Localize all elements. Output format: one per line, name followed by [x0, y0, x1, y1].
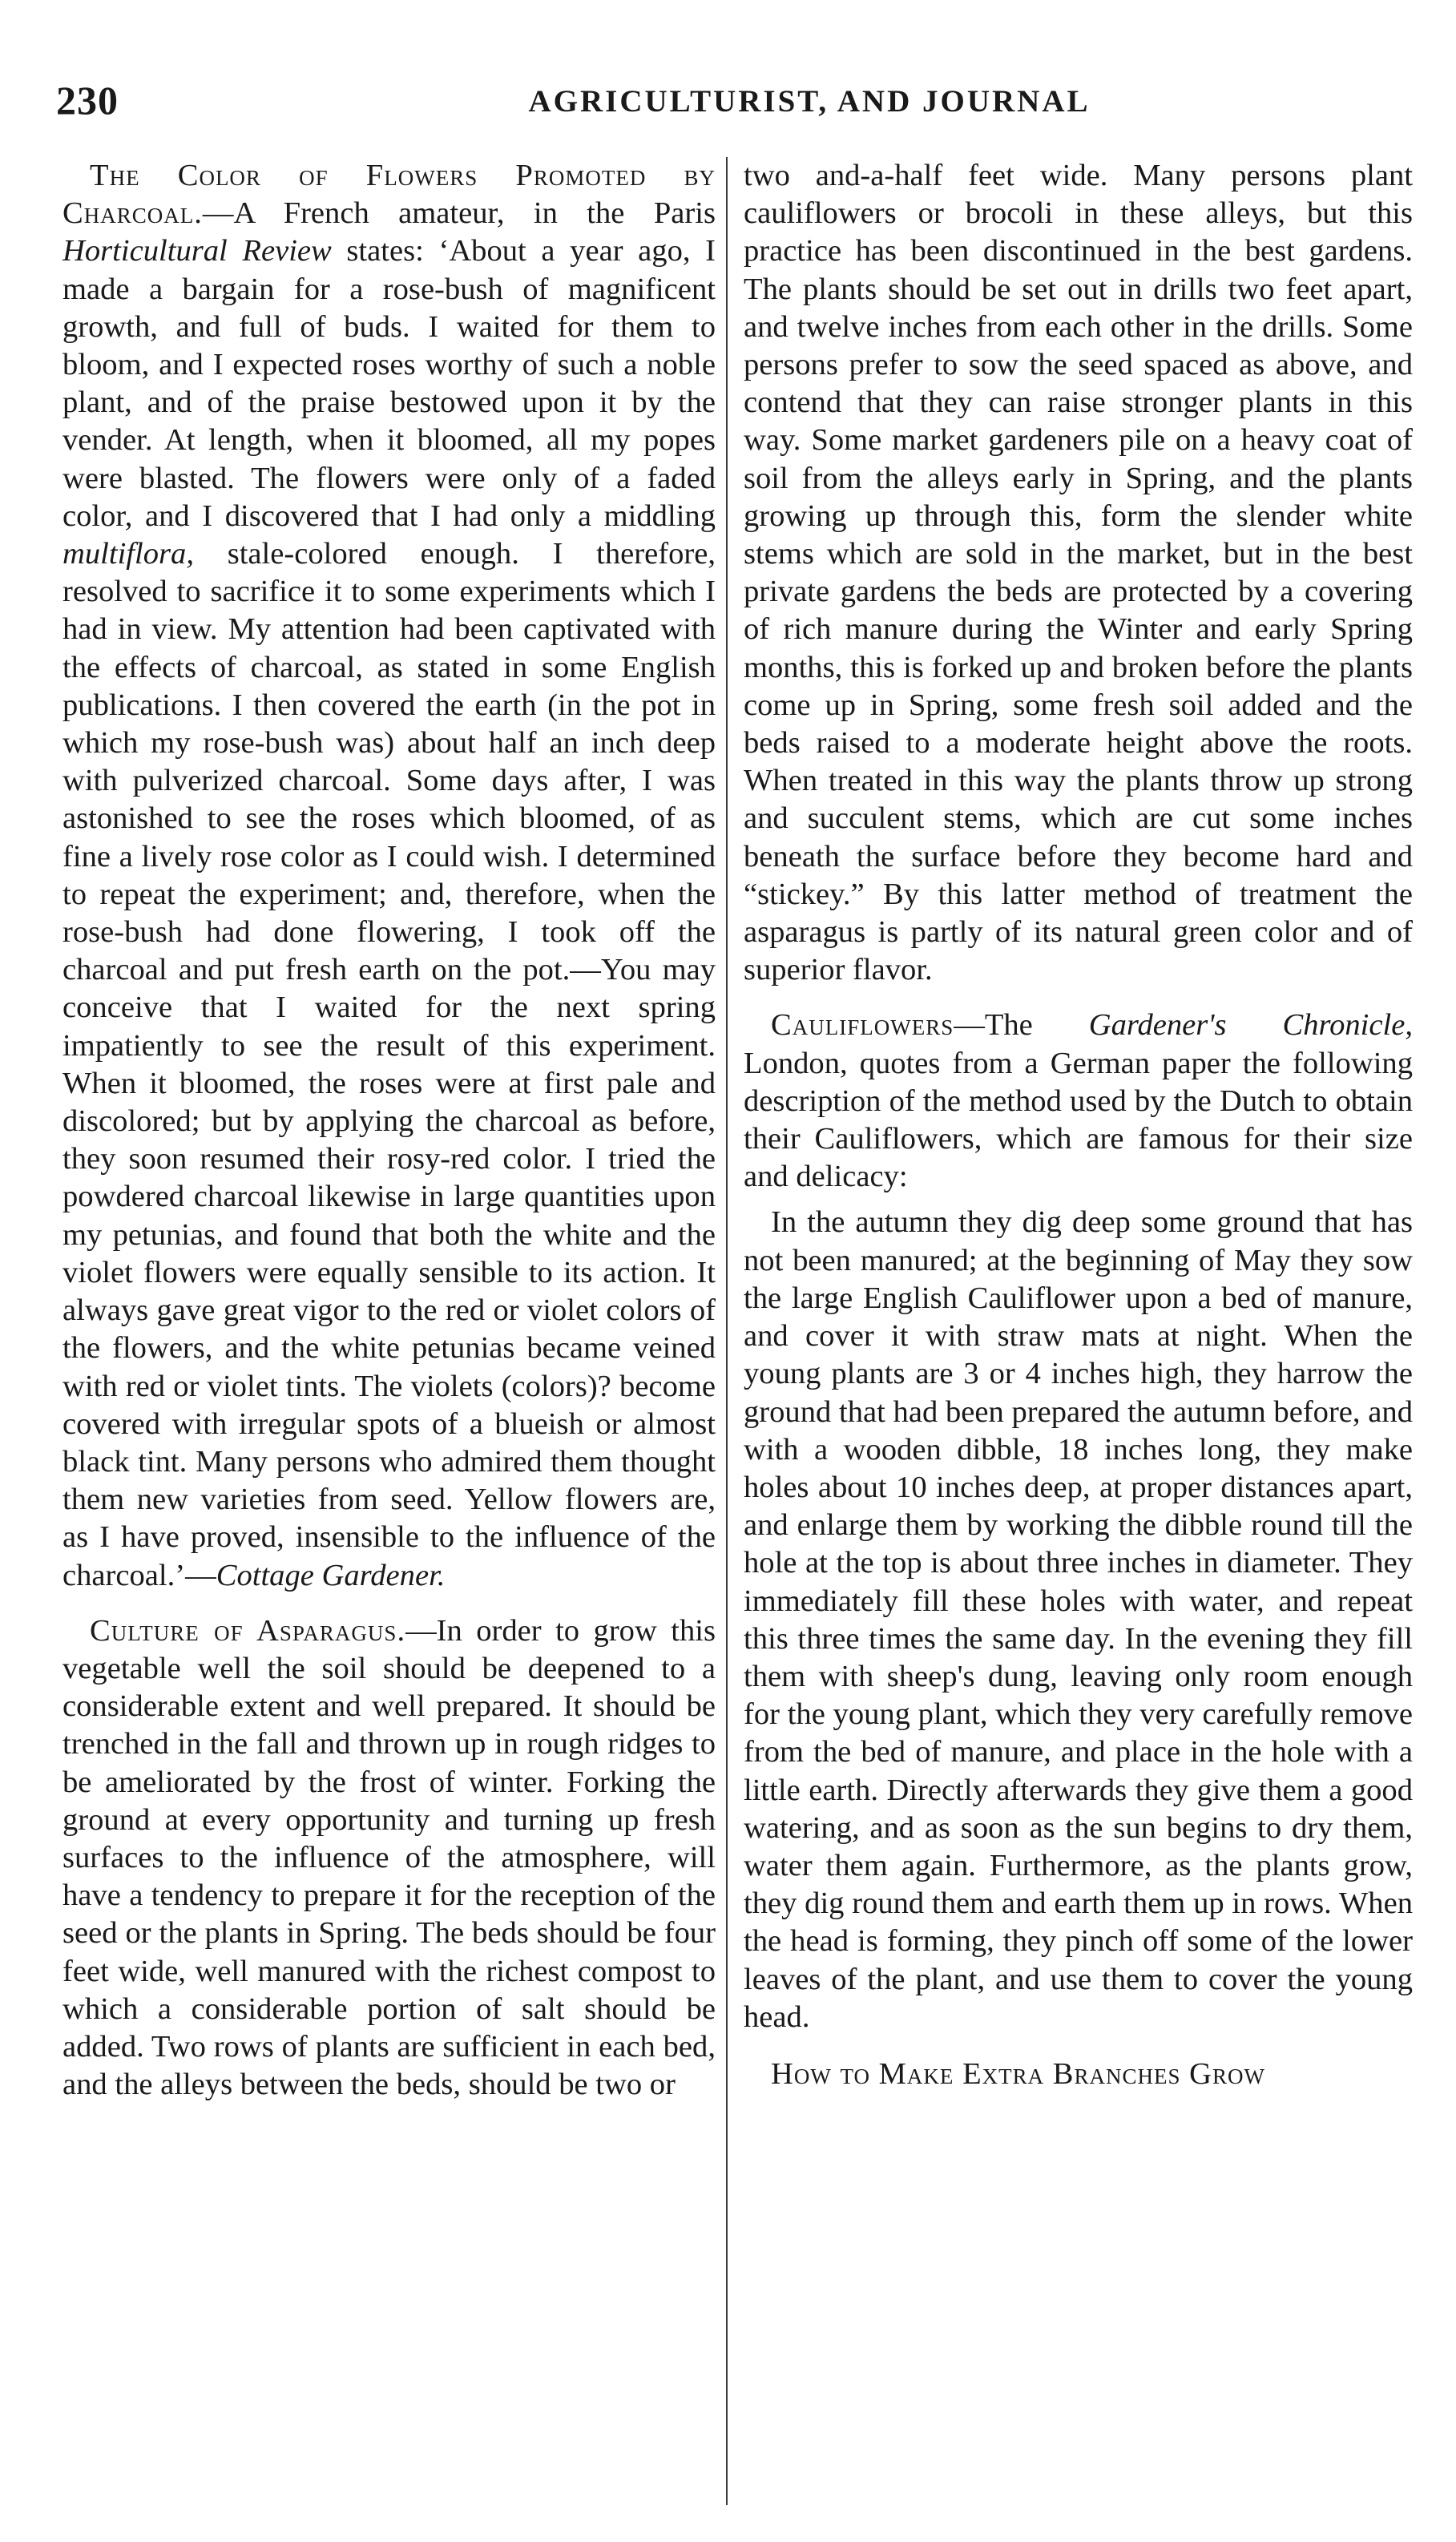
article-intro-text: London, quotes from a German paper the following description of the method used by the Dutch to obtain their Cauliflowers, which are famous for their size and delicacy: [744, 1046, 1413, 1194]
article-intro-text: —A French amateur, in the Paris [202, 196, 716, 231]
article-heading: The Color of Flowers Promoted by Charcoal. [63, 159, 716, 231]
article-paragraph [63, 157, 716, 1595]
article-asparagus-continued [744, 157, 1413, 989]
article-paragraph: In the autumn they dig deep some ground that has not been manured; at the beginning of May they sow the large English Cauliflower upon a bed of manure, and cover it with straw mats at night. When the young plants are 3 or 4 inches high, they harrow the ground that had been prepared the autumn before, and with a wooden dibble, 18 inches long, they make holes about 10 inches deep, at proper distances apart, and enlarge them by working the dibble round till the hole at the top is about three inches in diameter. They immediately fill these holes with water, and repeat this three times the same day. In the evening they fill them with sheep's dung, leaving only room enough for the young plant, which they very carefully remove from the bed of manure, and place in the hole with a little earth. Directly afterwards they give them a good watering, and as soon as the sun begins to dry them, water them again. Furthermore, as the plants grow, they dig round them and earth them up in rows. When the head is forming, they pinch off some of the lower leaves of the plant, and use them to cover the young head. [744, 1205, 1413, 2034]
article-cauliflowers [744, 1007, 1413, 2036]
article-paragraph: two and-a-half feet wide. Many persons plant cauliflowers or brocoli in these alleys, but this practice has been discontinued in the best gardens. The plants should be set out in drills two feet apart, and twelve inches from each other in the drills. Some persons prefer to sow the seed spaced as above, and contend that they can raise stronger plants in this way. Some market gardeners pile on a heavy coat of soil from the alleys early in Spring, and the plants growing up through this, form the slender white stems which are sold in the market, but in the best private gardens the beds are protected by a covering of rich manure during the Winter and early Spring months, this is forked up and broken before the plants come up in Spring, some fresh soil added and the beds raised to a moderate height above the roots. When treated in this way the plants throw up strong and succulent stems, which are cut some inches beneath the surface before they become hard and “stickey.” By this latter method of treatment the asparagus is partly of its natural green color and of superior flavor. [744, 159, 1413, 987]
source-title: Gardener's Chronicle, [1088, 1008, 1413, 1043]
running-head-title: AGRICULTURIST, AND JOURNAL [528, 84, 1091, 119]
article-body-text: states: ‘About a year ago, I made a bargain for a rose-bush of magnificent growth, and full of buds. I waited for them to bloom, and I expected roses worthy of such a noble plant, and of the praise bestowed upon it by the vender. At length, when it bloomed, all my popes were blasted. The flowers were only of a faded color, and I discovered that I had only a middling [63, 234, 716, 533]
column-divider [726, 157, 728, 2505]
left-column [63, 157, 716, 2104]
article-asparagus [63, 1612, 716, 2104]
article-heading: Culture of Asparagus. [90, 1613, 406, 1648]
article-heading: Cauliflowers [771, 1008, 954, 1043]
article-charcoal-flowers [63, 157, 716, 1595]
article-body-text: —In order to grow this vegetable well the soil should be deepened to a considerable extent and well prepared. It should be trenched in the fall and thrown up in rough ridges to be ameliorated by the frost of winter. Forking the ground at every opportunity and turning up fresh surfaces to the influence of the atmosphere, will have a tendency to prepare it for the reception of the seed or the plants in Spring. The beds should be four feet wide, well manured with the richest compost to which a considerable portion of salt should be added. Two rows of plants are sufficient in each bed, and the alleys between the beds, should be two or [63, 1613, 716, 2102]
article-attribution: Cottage Gardener. [216, 1558, 446, 1592]
page-number: 230 [56, 78, 119, 123]
article-body-text-continued: stale-colored enough. I therefore, resolved to sacrifice it to some experiments which I had in view. My attention had been captivated with the effects of charcoal, as stated in some English publications. I then covered the earth (in the pot in which my rose-bush was) about half an inch deep with pulverized charcoal. Some days after, I was astonished to see the roses which bloomed, of as fine a lively rose color as I could wish. I determined to repeat the experiment; and, therefore, when the rose-bush had done flowering, I took off the charcoal and put fresh earth on the pot.—You may conceive that I waited for the next spring impatiently to see the result of this experiment. When it bloomed, the roses were at first pale and discolored; but by applying the charcoal as before, they soon resumed their rosy-red color. I tried the powdered charcoal likewise in large quantities upon my petunias, and found that both the white and the violet flowers were equally sensible to its action. It always gave great vigor to the red or violet colors of the flowers, and the white petunias became veined with red or violet tints. The violets (colors)? become covered with irregular spots of a blueish or almost black tint. Many persons who admired them thought them new varieties from seed. Yellow flowers are, as I have proved, insensible to the influence of the charcoal.’— [63, 537, 716, 1592]
next-article-heading: How to Make Extra Branches Grow [771, 2056, 1266, 2091]
right-column [744, 157, 1413, 2093]
plant-variety: multiflora, [63, 537, 194, 571]
source-title: Horticultural Review [63, 234, 332, 268]
article-paragraph [744, 1007, 1413, 1196]
article-dash: —The [954, 1008, 1033, 1043]
article-paragraph [63, 1612, 716, 2104]
